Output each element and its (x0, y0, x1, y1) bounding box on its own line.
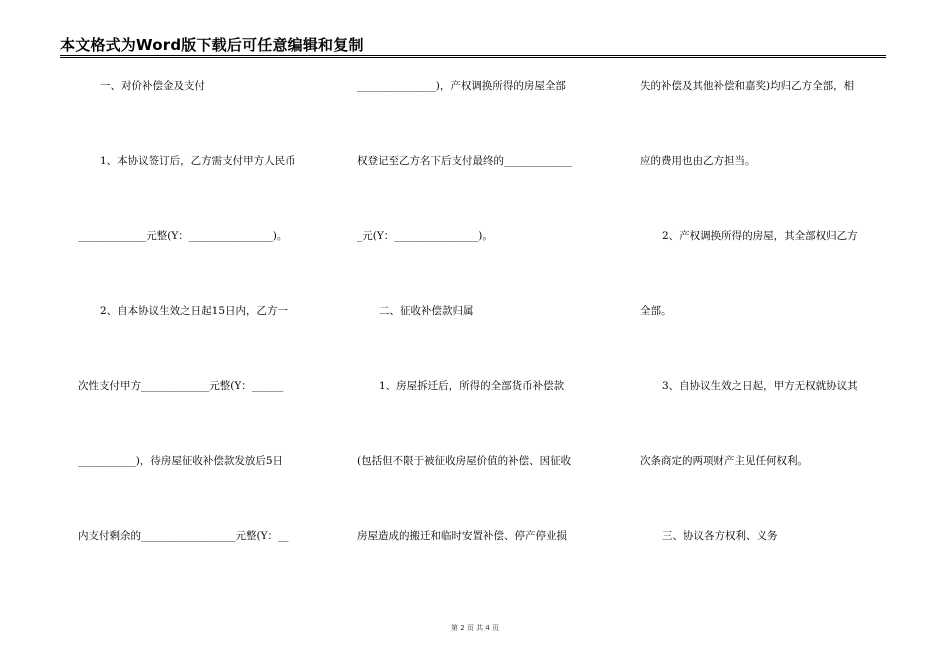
paragraph-line: 权登记至乙方名下后支付最终的_____________ (357, 155, 573, 167)
paragraph-line: _元(Y：________________)。 (357, 230, 493, 242)
paragraph-line: 1、本协议签订后，乙方需支付甲方人民币 (100, 155, 296, 167)
paragraph-line: 1、房屋拆迁后，所得的全部货币补偿款 (379, 380, 565, 392)
paragraph-line: 应的费用也由乙方担当。 (640, 155, 756, 167)
text-column-3 (640, 0, 890, 672)
paragraph-line: 内支付剩余的__________________元整(Y：__ (78, 530, 289, 542)
paragraph-line: _______________)，产权调换所得的房屋全部 (357, 80, 566, 92)
paragraph-line: 一、对价补偿金及支付 (100, 80, 205, 92)
paragraph-line: 2、产权调换所得的房屋，其全部权归乙方 (662, 230, 858, 242)
text-column-2 (357, 0, 607, 672)
paragraph-line: 房屋造成的搬迁和临时安置补偿、停产停业损 (357, 530, 567, 542)
section-heading: 三、协议各方权利、义务 (662, 530, 778, 542)
page-number-footer: 第 2 页 共 4 页 (450, 624, 500, 632)
paragraph-line: 失的补偿及其他补偿和嘉奖)均归乙方全部，相 (640, 80, 855, 92)
paragraph-line: 次性支付甲方_____________元整(Y：______ (78, 380, 284, 392)
paragraph-line: _____________元整(Y：________________)。 (78, 230, 288, 242)
paragraph-line: 2、自本协议生效之日起15日内，乙方一 (100, 305, 289, 317)
section-heading: 二、征收补偿款归属 (379, 305, 474, 317)
paragraph-line: 全部。 (640, 305, 672, 317)
paragraph-line: 次条商定的两项财产主见任何权利。 (640, 455, 808, 467)
text-column-1 (78, 0, 328, 672)
paragraph-line: ___________)，待房屋征收补偿款发放后5日 (78, 455, 284, 467)
paragraph-line: 3、自协议生效之日起，甲方无权就协议其 (662, 380, 858, 392)
paragraph-line: (包括但不限于被征收房屋价值的补偿、因征收 (357, 455, 572, 467)
document-header-title: 本文格式为Word版下载后可任意编辑和复制 (60, 36, 364, 54)
